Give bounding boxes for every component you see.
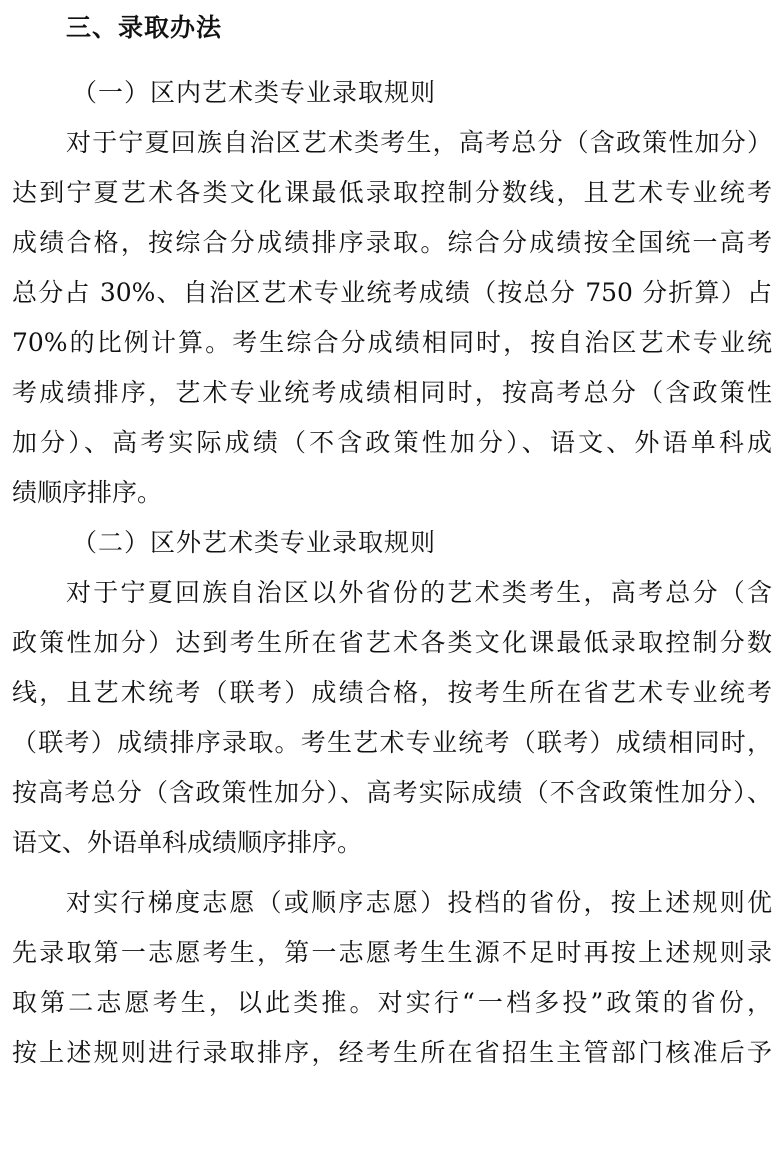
paragraph-line: 达到宁夏艺术各类文化课最低录取控制分数线，且艺术专业统考 xyxy=(12,178,772,207)
paragraph-line: 对于宁夏回族自治区艺术类考生，高考总分（含政策性加分） xyxy=(66,128,772,157)
section-title: 三、录取办法 xyxy=(66,13,223,42)
subsection-title-2: （二）区外艺术类专业录取规则 xyxy=(72,528,437,557)
paragraph-line: 考成绩排序，艺术专业统考成绩相同时，按高考总分（含政策性 xyxy=(12,378,772,407)
paragraph-line: 政策性加分）达到考生所在省艺术各类文化课最低录取控制分数 xyxy=(12,628,772,657)
paragraph-line: 70%的比例计算。考生综合分成绩相同时，按自治区艺术专业统 xyxy=(12,328,772,357)
paragraph-line: 线，且艺术统考（联考）成绩合格，按考生所在省艺术专业统考 xyxy=(12,678,772,707)
paragraph-line: 按上述规则进行录取排序，经考生所在省招生主管部门核准后予 xyxy=(12,1038,772,1067)
paragraph-line: （联考）成绩排序录取。考生艺术专业统考（联考）成绩相同时， xyxy=(12,728,772,757)
paragraph-line: 对实行梯度志愿（或顺序志愿）投档的省份，按上述规则优 xyxy=(66,888,772,917)
paragraph-line: 先录取第一志愿考生，第一志愿考生生源不足时再按上述规则录 xyxy=(12,938,772,967)
paragraph-line: 按高考总分（含政策性加分）、高考实际成绩（不含政策性加分）、 xyxy=(12,778,772,807)
paragraph-line: 加分）、高考实际成绩（不含政策性加分）、语文、外语单科成 xyxy=(12,428,772,457)
paragraph-line: 成绩合格，按综合分成绩排序录取。综合分成绩按全国统一高考 xyxy=(12,228,772,257)
paragraph-line: 总分占 30%、自治区艺术专业统考成绩（按总分 750 分折算）占 xyxy=(12,278,772,307)
paragraph-line: 取第二志愿考生，以此类推。对实行“一档多投”政策的省份， xyxy=(12,988,772,1017)
paragraph-line: 对于宁夏回族自治区以外省份的艺术类考生，高考总分（含 xyxy=(66,578,772,607)
paragraph-line: 绩顺序排序。 xyxy=(12,478,163,507)
paragraph-line: 语文、外语单科成绩顺序排序。 xyxy=(12,828,363,857)
subsection-title-1: （一）区内艺术类专业录取规则 xyxy=(72,78,437,107)
